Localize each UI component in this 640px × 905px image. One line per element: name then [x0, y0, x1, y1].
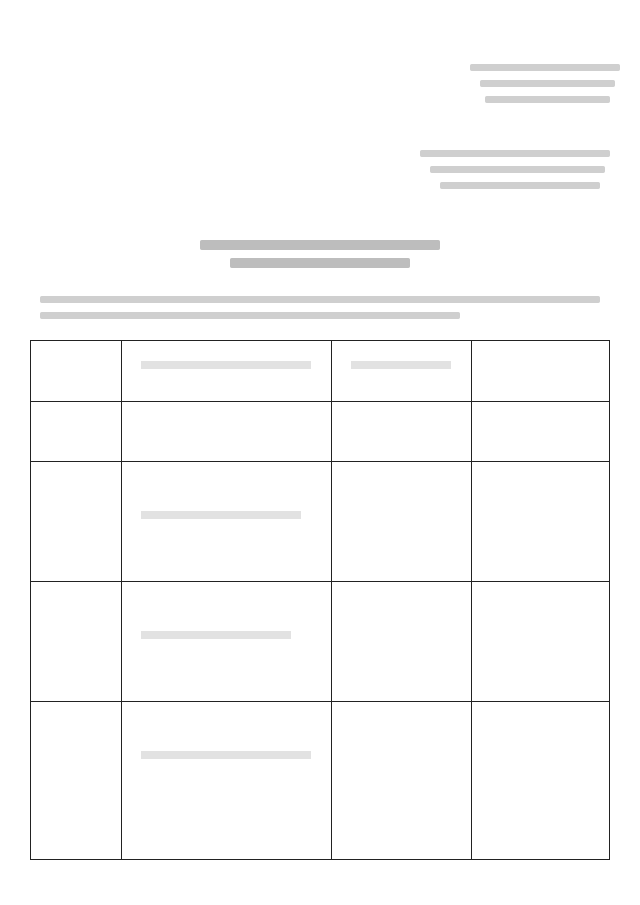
indicators-table [30, 340, 610, 860]
